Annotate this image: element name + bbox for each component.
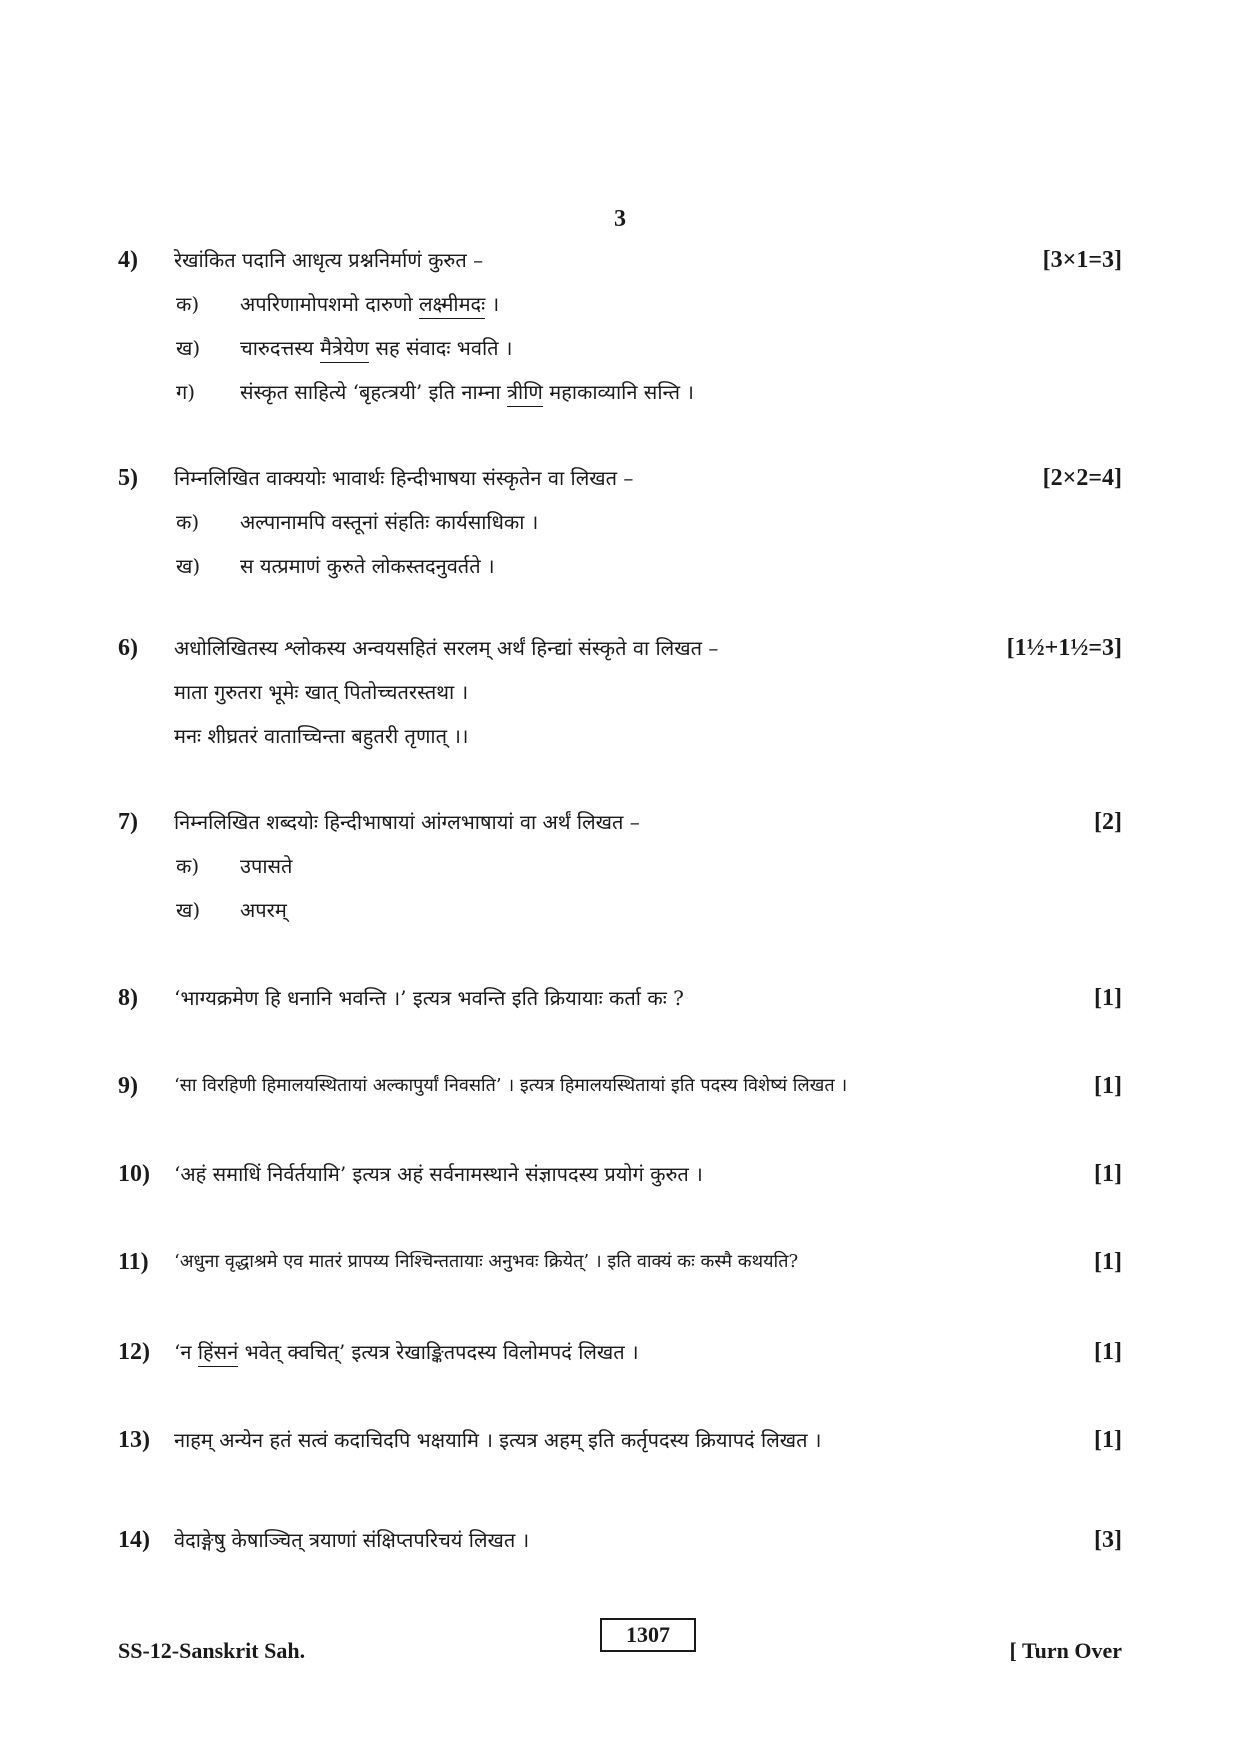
sub-label: ख) — [176, 898, 201, 922]
question-text: निम्नलिखित शब्दयोः हिन्दीभाषायां आंग्लभाषायां वा अर्थं लिखत – — [174, 810, 640, 834]
page-number: 3 — [614, 206, 626, 232]
sub-question — [118, 888, 1122, 932]
question-marks: [1] — [1094, 1073, 1122, 1099]
page-footer — [118, 1618, 1122, 1668]
question-number: 9) — [118, 1073, 138, 1099]
question-8 — [118, 976, 1122, 1020]
sub-question — [118, 544, 1122, 588]
sub-text: अपरिणामोपशमो दारुणो लक्ष्मीमदः । — [240, 282, 499, 326]
underlined-word: मैत्रेयेण — [320, 336, 369, 363]
sub-label: ग) — [176, 380, 196, 404]
sub-label: ख) — [176, 554, 201, 578]
question-12 — [118, 1330, 1122, 1374]
question-text: अधोलिखितस्य श्लोकस्य अन्वयसहितं सरलम् अर्थं हिन्द्यां संस्कृते वा लिखत – — [174, 636, 719, 660]
question-7 — [118, 800, 1122, 932]
sub-text: अल्पानामपि वस्तूनां संहतिः कार्यसाधिका । — [240, 510, 539, 534]
question-text: ‘न हिंसनं भवेत् क्वचित्’ इत्यत्र रेखाङ्कितपदस्य विलोमपदं लिखत । — [174, 1330, 639, 1374]
underlined-word: त्रीणि — [507, 380, 543, 407]
question-number: 14) — [118, 1527, 150, 1553]
question-marks: [3] — [1094, 1527, 1122, 1553]
sub-question — [118, 326, 1122, 370]
verse-line: मनः शीघ्रतरं वाताच्चिन्ता बहुतरी तृणात् ।। — [174, 724, 469, 748]
sub-text: अपरम् — [240, 898, 287, 922]
question-text: निम्नलिखित वाक्ययोः भावार्थः हिन्दीभाषया संस्कृतेन वा लिखत – — [174, 466, 634, 490]
sub-question — [118, 370, 1122, 414]
question-marks: [1] — [1094, 985, 1122, 1011]
question-number: 10) — [118, 1161, 150, 1187]
sub-question — [118, 844, 1122, 888]
question-number: 13) — [118, 1427, 150, 1453]
question-text: ‘सा विरहिणी हिमालयस्थितायां अल्कापुर्यां निवसति’ । इत्यत्र हिमालयस्थितायां इति पदस्य विशेष्यं लिखत । — [174, 1075, 848, 1096]
question-number: 7) — [118, 809, 138, 835]
verse-line: माता गुरुतरा भूमेः खात् पितोच्चतरस्तथा । — [174, 680, 469, 704]
turn-over-label: [ Turn Over — [1009, 1638, 1122, 1663]
question-text: ‘भाग्यक्रमेण हि धनानि भवन्ति ।’ इत्यत्र भवन्ति इति क्रियायाः कर्ता कः ? — [174, 986, 684, 1010]
paper-code: SS-12-Sanskrit Sah. — [118, 1638, 306, 1663]
sub-label: ख) — [176, 336, 201, 360]
sub-label: क) — [176, 854, 200, 878]
sub-text: संस्कृत साहित्ये ‘बृहत्त्रयी’ इति नाम्ना त्रीणि महाकाव्यानि सन्ति । — [240, 370, 694, 414]
sub-question — [118, 282, 1122, 326]
sub-label: क) — [176, 292, 200, 316]
question-text: रेखांकित पदानि आधृत्य प्रश्ननिर्माणं कुरुत – — [174, 248, 484, 272]
sub-text: उपासते — [240, 854, 293, 878]
question-marks: [1] — [1094, 1249, 1122, 1275]
question-marks: [2×2=4] — [1042, 465, 1122, 491]
question-11 — [118, 1240, 1122, 1284]
question-text: ‘अधुना वृद्धाश्रमे एव मातरं प्रापय्य निश्चिन्ततायाः अनुभवः क्रियेत्’ । इति वाक्यं कः कस्मै कथयति? — [174, 1251, 799, 1272]
question-number: 4) — [118, 247, 138, 273]
question-4 — [118, 238, 1122, 414]
question-marks: [3×1=3] — [1042, 247, 1122, 273]
question-9 — [118, 1064, 1122, 1108]
sub-question — [118, 500, 1122, 544]
question-6 — [118, 626, 1122, 758]
question-marks: [1½+1½=3] — [1006, 635, 1122, 661]
question-marks: [1] — [1094, 1427, 1122, 1453]
question-10 — [118, 1152, 1122, 1196]
page-code-box: 1307 — [600, 1618, 696, 1652]
underlined-word: हिंसनं — [198, 1340, 238, 1367]
sub-text: स यत्प्रमाणं कुरुते लोकस्तदनुवर्तते । — [240, 554, 495, 578]
question-number: 12) — [118, 1339, 150, 1365]
question-13 — [118, 1418, 1122, 1462]
question-number: 5) — [118, 465, 138, 491]
question-text: नाहम् अन्येन हतं सत्वं कदाचिदपि भक्षयामि । इत्यत्र अहम् इति कर्तृपदस्य क्रियापदं लिखत । — [174, 1428, 822, 1452]
question-5 — [118, 456, 1122, 588]
question-marks: [2] — [1094, 809, 1122, 835]
question-number: 8) — [118, 985, 138, 1011]
question-text: ‘अहं समाधिं निर्वर्तयामि’ इत्यत्र अहं सर्वनामस्थाने संज्ञापदस्य प्रयोगं कुरुत । — [174, 1162, 703, 1186]
question-marks: [1] — [1094, 1161, 1122, 1187]
question-marks: [1] — [1094, 1339, 1122, 1365]
sub-text: चारुदत्तस्य मैत्रेयेण सह संवादः भवति । — [240, 326, 512, 370]
question-number: 6) — [118, 635, 138, 661]
underlined-word: लक्ष्मीमदः — [419, 292, 485, 319]
sub-label: क) — [176, 510, 200, 534]
question-14 — [118, 1518, 1122, 1562]
question-text: वेदाङ्गेषु केषाञ्चित् त्रयाणां संक्षिप्तपरिचयं लिखत । — [174, 1528, 530, 1552]
question-number: 11) — [118, 1249, 149, 1275]
